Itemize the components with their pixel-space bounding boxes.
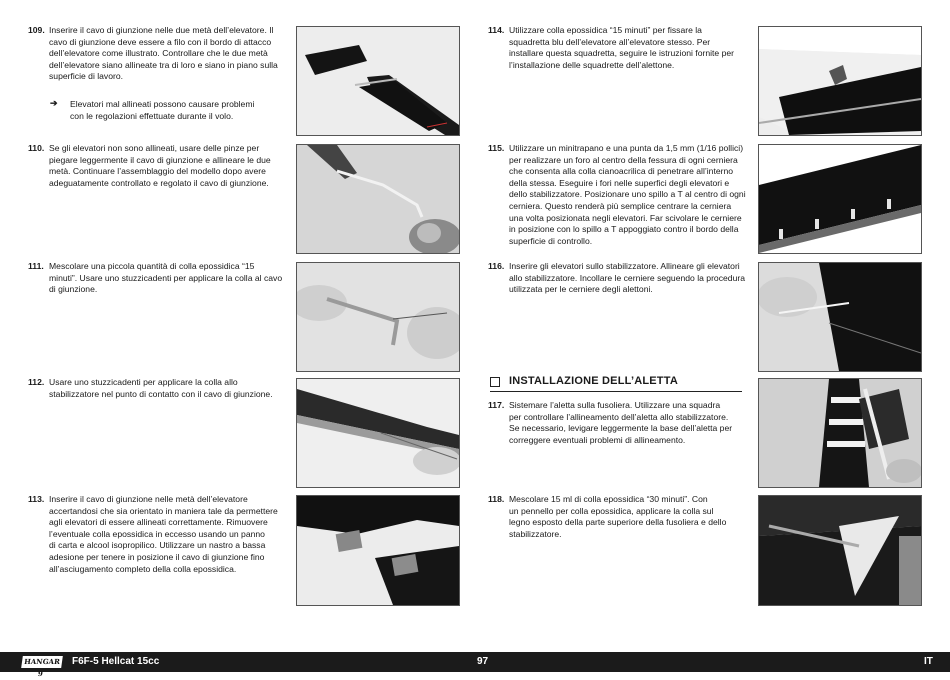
photo-fin-alignment: [758, 378, 922, 488]
step-text: Sistemare l’aletta sulla fusoliera. Utilizzare una squadra per controllare l’allineamento dell’aletta allo stabilizzatore. Se necessario, levigare leggermente la base dell’aletta per correggere eventuali problemi di allineamento.: [509, 400, 733, 445]
step-text: Usare uno stuzzicadenti per applicare la colla allo stabilizzatore nel punto di contatto con il cavo di giunzione.: [49, 377, 273, 399]
section-heading: [490, 375, 742, 392]
page-number: 97: [477, 656, 489, 667]
photo-glue-stabilizer: [296, 378, 460, 488]
brand-logo: HANGAR 9: [21, 656, 63, 668]
photo-pliers-bending: [296, 144, 460, 254]
warning-note: Elevatori mal allineati possono causare problemi con le regolazioni effettuate durante il volo.: [70, 99, 255, 121]
arrow-icon: ➔: [50, 98, 58, 108]
language-code: IT: [924, 656, 933, 667]
photo-epoxy-brush: [758, 495, 922, 606]
step-number: 116.: [488, 261, 505, 271]
step-text: Mescolare una piccola quantità di colla epossidica “15 minuti”. Usare uno stuzzicadenti per applicare la colla al cavo di giunzione.: [49, 261, 283, 295]
step-number: 113.: [28, 494, 45, 504]
step-text: Inserire il cavo di giunzione nelle metà dell’elevatore accertandosi che sia orientato in maniera tale da permettere agli elevatori di essere allineati correttamente. Rimuovere l’eventuale colla epossidica in eccesso usando un panno di carta e alcool isopropilico. Utilizzare un nastro a bassa adesione per tenere in posizione il cavo di giunzione fino all’asciugamento completo della colla epossidica.: [49, 494, 278, 574]
photo-elevators-installed: [758, 262, 922, 372]
photo-control-horn: [758, 26, 922, 136]
photo-tape-elevators: [296, 495, 460, 606]
step-text: Se gli elevatori non sono allineati, usare delle pinze per piegare leggermente il cavo di giunzione e allineare le due metà. Continuare l’assemblaggio del modello dopo avere adeguatamente controllato e regolato il cavo di giunzione.: [49, 143, 271, 188]
checkbox-icon: [490, 377, 500, 387]
step-text: Utilizzare un minitrapano e una punta da 1,5 mm (1/16 pollici) per realizzare un foro al centro della fessura di ogni cerniera che consenta alla colla cianoacrilica di penetrare all’interno della stessa. Eseguire i fori nelle superfici degli elevatori e dello stabilizzatore. Posizionare uno spillo a T al centro di ogni cerniera. Questo renderà più semplice centrare la cerniera una volta posizionata negli elevatori. Far scivolare le cerniere in posizione con lo spillo a T appoggiato contro il bordo della superficie di controllo.: [509, 143, 746, 246]
step-number: 115.: [488, 143, 505, 153]
step-number: 109.: [28, 25, 45, 35]
page-footer: [0, 652, 950, 678]
photo-glue-on-wire: [296, 262, 460, 372]
step-number: 112.: [28, 377, 45, 387]
model-name: F6F-5 Hellcat 15cc: [72, 656, 160, 667]
step-text: Mescolare 15 ml di colla epossidica “30 minuti”. Con un pennello per colla epossidica, applicare la colla sul legno esposto della parte superiore della fusoliera e dello stabilizzatore.: [509, 494, 727, 539]
step-number: 118.: [488, 494, 505, 504]
section-title: INSTALLAZIONE DELL’ALETTA: [509, 375, 678, 387]
step-number: 111.: [28, 261, 44, 271]
step-text: Inserire gli elevatori sullo stabilizzatore. Allineare gli elevatori allo stabilizzatore. Incollare le cerniere seguendo la procedura utilizzata per le cerniere degli alettoni.: [509, 261, 745, 295]
step-number: 114.: [488, 25, 505, 35]
step-text: Inserire il cavo di giunzione nelle due metà dell’elevatore. Il cavo di giunzione deve essere a filo con il bordo di attacco dell’elevatore come illustrato. Controllare che le due metà dell’elevatore siano allineate tra di loro e siano in piano sulla superficie di lavoro.: [49, 25, 278, 82]
photo-elevator-halves: [296, 26, 460, 136]
step-text: Utilizzare colla epossidica “15 minuti” per fissare la squadretta blu dell’elevatore all’elevatore stesso. Per installare questa squadretta, seguire le istruzioni fornite per l’installazione delle squadrette dell’alettone.: [509, 25, 734, 70]
step-number: 110.: [28, 143, 45, 153]
step-number: 117.: [488, 400, 505, 410]
photo-hinges-tpins: [758, 144, 922, 254]
